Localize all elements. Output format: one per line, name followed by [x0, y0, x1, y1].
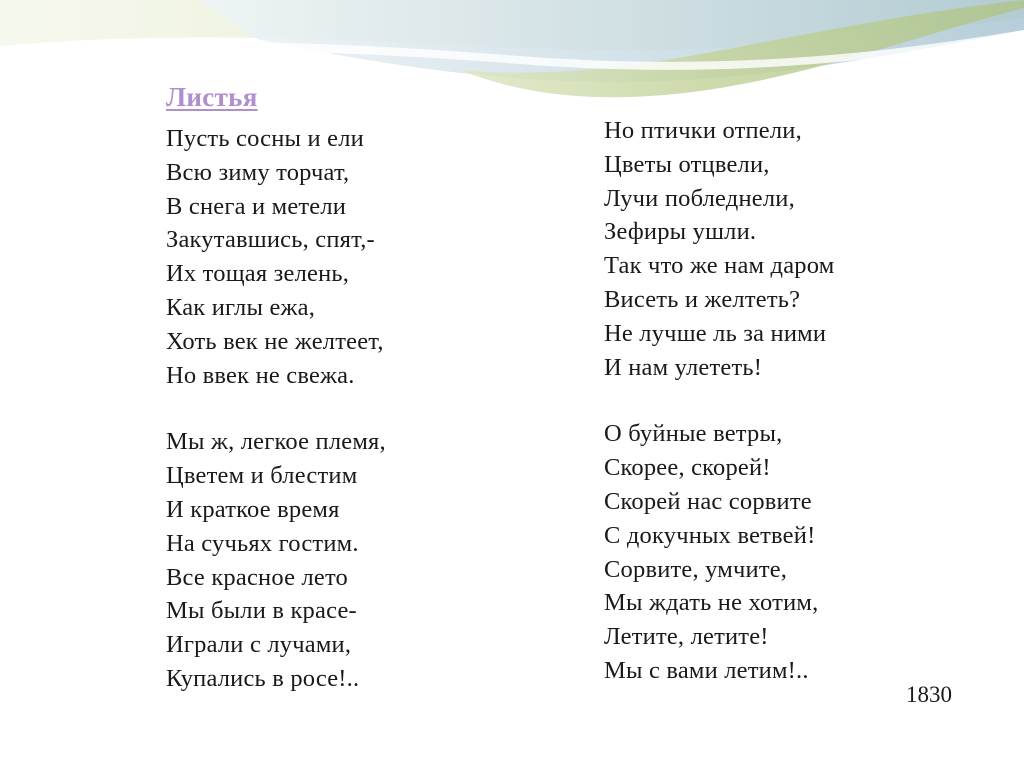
- decorative-wave-header: [0, 0, 1024, 110]
- stanza: [166, 425, 386, 695]
- poem-line: С докучных ветвей!: [604, 521, 816, 549]
- poem-column-right: [604, 114, 834, 688]
- poem-line: Летите, летите!: [604, 623, 769, 651]
- poem-line: Мы ждать не хотим,: [604, 589, 819, 617]
- poem-line: Цветы отцвели,: [604, 150, 770, 178]
- poem-line: Мы ж, легкое племя,: [166, 428, 386, 456]
- poem-column-left: [166, 122, 386, 696]
- poem-line: Играли с лучами,: [166, 631, 352, 659]
- poem-line: О буйные ветры,: [604, 420, 783, 448]
- poem-line: Купались в росе!..: [166, 664, 360, 692]
- poem-line: Сорвите, умчите,: [604, 555, 788, 583]
- poem-line: Не лучше ль за ними: [604, 319, 827, 347]
- stanza: [604, 114, 834, 384]
- poem-line: Висеть и желтеть?: [604, 285, 801, 313]
- poem-line: Хоть век не желтеет,: [166, 327, 384, 355]
- poem-line: Их тощая зелень,: [166, 260, 350, 288]
- poem-year: 1830: [906, 682, 952, 707]
- poem-line: Всю зиму торчат,: [166, 158, 350, 186]
- poem-line: Скорей нас сорвите: [604, 487, 812, 515]
- poem-line: Закутавшись, спят,-: [166, 226, 375, 254]
- poem-line: Мы с вами летим!..: [604, 656, 809, 684]
- poem-line: В снега и метели: [166, 192, 347, 220]
- poem-line: Пусть сосны и ели: [166, 125, 364, 152]
- poem-line: Так что же нам даром: [604, 252, 835, 280]
- stanza: [604, 417, 834, 687]
- poem-line: Мы были в красе-: [166, 597, 357, 625]
- poem-line: Зефиры ушли.: [604, 218, 757, 246]
- poem-line: Лучи побледнели,: [604, 184, 795, 212]
- poem-line: Скорее, скорей!: [604, 454, 771, 482]
- poem-line: На сучьях гостим.: [166, 529, 359, 557]
- poem-line: И нам улететь!: [604, 353, 763, 381]
- poem-line: Цветем и блестим: [166, 462, 358, 490]
- poem-line: Все красное лето: [166, 563, 349, 591]
- poem-line: И краткое время: [166, 495, 340, 523]
- poem-line: Как иглы ежа,: [166, 293, 316, 321]
- poem-line: Но птички отпели,: [604, 117, 802, 144]
- poem-title: Листья: [166, 82, 258, 112]
- poem-line: Но ввек не свежа.: [166, 361, 355, 389]
- stanza: [166, 122, 386, 392]
